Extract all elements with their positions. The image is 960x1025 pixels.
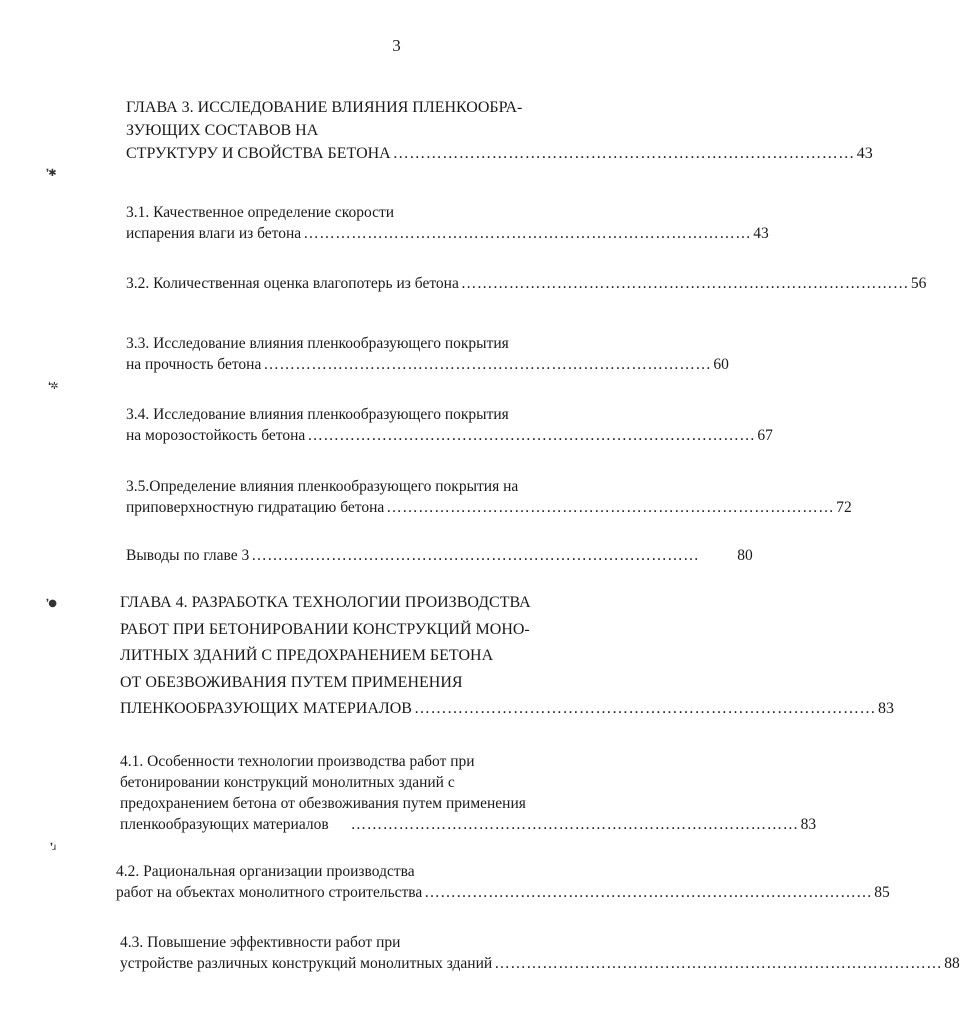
- toc-page-ref: 83: [877, 700, 894, 717]
- toc-line-text: ПЛЕНКООБРАЗУЮЩИХ МАТЕРИАЛОВ: [120, 700, 412, 717]
- toc-line-text: СТРУКТУРУ И СВОЙСТВА БЕТОНА: [126, 145, 391, 162]
- dot-leader: …………………………………………………………………………: [413, 700, 876, 717]
- toc-line: [120, 696, 894, 723]
- toc-entry-3-4: [126, 404, 773, 446]
- toc-entry-3-3: [126, 333, 729, 375]
- dot-leader: …………………………………………………………………………: [350, 816, 799, 833]
- dot-leader: …………………………………………………………………………: [386, 499, 835, 516]
- toc-page-ref: 88: [944, 955, 960, 972]
- dot-leader: …………………………………………………………………………: [263, 356, 712, 373]
- toc-line: [120, 772, 688, 793]
- toc-entry-chapter-3: [126, 96, 873, 165]
- dot-leader: …………………………………………………………………………: [460, 275, 909, 292]
- toc-line: [120, 814, 817, 835]
- toc-page-ref: 72: [836, 499, 852, 516]
- toc-line: [126, 425, 773, 446]
- toc-line-text: бетонировании конструкций монолитных зданий с: [120, 774, 455, 791]
- toc-line-text: ЛИТНЫХ ЗДАНИЙ С ПРЕДОХРАНЕНИЕМ БЕТОНА: [120, 647, 494, 664]
- dot-leader: …………………………………………………………………………: [494, 955, 943, 972]
- toc-line: [126, 273, 927, 294]
- scan-artifact: ❜✱: [46, 168, 56, 179]
- dot-leader: …………………………………………………………………………: [392, 145, 855, 162]
- toc-line: [120, 590, 692, 617]
- toc-line-text: ОТ ОБЕЗВОЖИВАНИЯ ПУТЕМ ПРИМЕНЕНИЯ: [120, 673, 463, 691]
- toc-line-text: ЗУЮЩИХ СОСТАВОВ НА: [126, 122, 319, 139]
- toc-entry-3-1: [126, 202, 769, 244]
- toc-line-text: ГЛАВА 4. РАЗРАБОТКА ТЕХНОЛОГИИ ПРОИЗВОДСТВА: [120, 594, 531, 611]
- toc-line: [120, 793, 688, 814]
- toc-line: [126, 96, 692, 119]
- toc-line: [116, 861, 693, 882]
- toc-page-ref: 56: [910, 275, 927, 292]
- toc-entry-4-1: [120, 751, 817, 835]
- toc-line: [116, 882, 890, 903]
- toc-line: [126, 119, 692, 142]
- toc-line-text: на морозостойкость бетона: [126, 427, 306, 444]
- toc-line: [120, 643, 692, 670]
- toc-line: [126, 404, 692, 425]
- toc-line-text: 3.2. Количественная оценка влагопотерь из бетона: [126, 275, 459, 292]
- toc-line-text: 3.4. Исследование влияния пленкообразующего покрытия: [126, 406, 509, 423]
- dot-leader: …………………………………………………………………………: [303, 225, 752, 242]
- toc-line: [126, 333, 692, 354]
- scan-artifact: ❜●: [46, 598, 56, 609]
- toc-line: [120, 751, 688, 772]
- toc-line: [126, 497, 852, 518]
- toc-entry-3-5: [126, 476, 852, 518]
- toc-line-text: устройстве различных конструкций монолитных зданий: [120, 955, 493, 972]
- toc-line-text: работ на объектах монолитного строительства: [116, 884, 423, 901]
- toc-page-ref: 60: [713, 356, 729, 373]
- toc-entry-4-2: [116, 861, 890, 903]
- toc-line-text: пленкообразующих материалов: [120, 816, 329, 833]
- toc-entry-3-2: [126, 273, 927, 294]
- toc-line: [120, 670, 692, 697]
- toc-page-ref: 67: [757, 427, 773, 444]
- toc-line-text: 3.5.Определение влияния пленкообразующего покрытия на: [126, 478, 519, 495]
- toc-entry-chapter-4: [120, 590, 894, 723]
- toc-line-text: 4.3. Повышение эффективности работ при: [120, 934, 401, 951]
- toc-entry-4-3: [120, 932, 960, 974]
- toc-line-text: 3.3. Исследование влияния пленкообразующего покрытия: [126, 335, 509, 352]
- scan-artifact: ❛✲: [48, 381, 58, 392]
- toc-page-ref: 80: [737, 547, 753, 564]
- toc-entry-conclusions-3: [126, 545, 753, 566]
- toc-line-text: предохранением бетона от обезвоживания путем применения: [120, 795, 526, 812]
- toc-page-ref: 85: [874, 884, 890, 901]
- toc-line-text: испарения влаги из бетона: [126, 225, 302, 242]
- toc-line: [120, 617, 692, 644]
- dot-leader: …………………………………………………………………………: [307, 427, 756, 444]
- toc-line-text: 4.2. Рациональная организации производства: [116, 863, 415, 880]
- toc-line-text: на прочность бетона: [126, 356, 262, 373]
- toc-line: [126, 476, 692, 497]
- toc-line-text: приповерхностную гидратацию бетона: [126, 499, 385, 516]
- dot-leader: …………………………………………………………………………: [251, 547, 700, 564]
- toc-line-text: 3.1. Качественное определение скорости: [126, 204, 395, 221]
- toc-line: [126, 142, 873, 165]
- toc-line: [120, 932, 690, 953]
- toc-line: [126, 223, 769, 244]
- toc-line-text: РАБОТ ПРИ БЕТОНИРОВАНИИ КОНСТРУКЦИЙ МОНО-: [120, 620, 530, 638]
- toc-line: [126, 545, 753, 566]
- toc-line-text: Выводы по главе 3: [126, 547, 250, 564]
- dot-leader: …………………………………………………………………………: [424, 884, 873, 901]
- toc-line: [120, 953, 960, 974]
- toc-line-text: 4.1. Особенности технологии производства работ при: [120, 753, 475, 770]
- page-number: 3: [392, 36, 401, 55]
- toc-line: [126, 202, 692, 223]
- toc-line-text: ГЛАВА 3. ИССЛЕДОВАНИЕ ВЛИЯНИЯ ПЛЕНКООБРА-: [126, 99, 523, 116]
- toc-page-ref: 43: [753, 225, 769, 242]
- toc-line: [126, 354, 729, 375]
- toc-page-ref: 83: [800, 816, 817, 833]
- scan-artifact: ❜ɹ: [50, 842, 56, 853]
- toc-page-ref: 43: [856, 145, 873, 162]
